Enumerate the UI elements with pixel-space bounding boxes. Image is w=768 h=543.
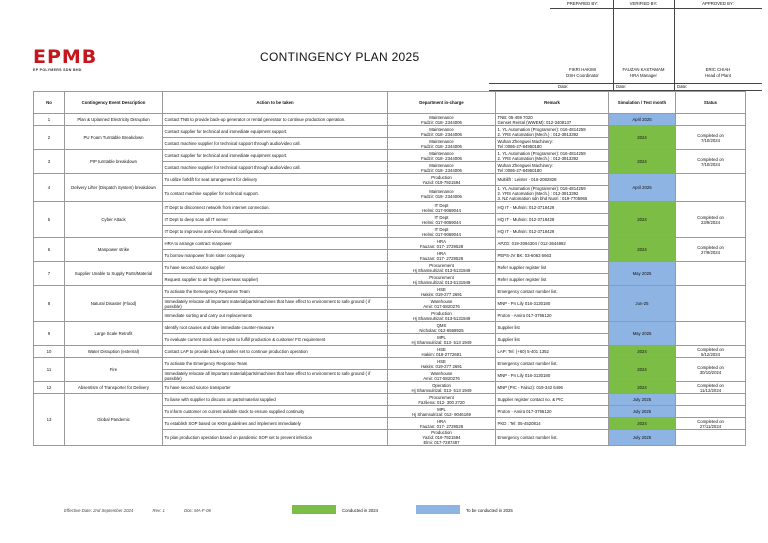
- remark-cell: Proton - Amira 017-3796120: [496, 310, 609, 322]
- prepared-by-name: FIKRI HAKIMI: [569, 67, 596, 72]
- department-cell: Production Yazid: 019-7921594: [388, 174, 496, 186]
- table-row: [34, 346, 746, 358]
- remark-cell: Proton - Amira 017-3796120: [496, 406, 609, 418]
- event-description: Manpower strike: [65, 238, 163, 262]
- test-month-cell: 2024: [609, 418, 676, 430]
- verified-by-label: VERIFIED BY:: [629, 1, 658, 6]
- event-description: Water Disruption (external): [65, 346, 163, 358]
- remark-cell: 1. YL Automation (Programmer): 016-4814259 2. YRS Automation (Mech.) : 012-3913392 3. NZ Automation sdn bhd Nusri : 019-7705965: [496, 186, 609, 202]
- action-cell: To borrow manpower from sister company: [163, 250, 388, 262]
- test-month-cell: May 2025: [609, 322, 676, 346]
- event-description: PU Foam Turntable Breakdown: [65, 126, 163, 150]
- event-description: Supplier Unable to Supply Parts/Material: [65, 262, 163, 286]
- test-month-cell: July 2025: [609, 394, 676, 406]
- prepared-by-label: PREPARED BY:: [566, 1, 599, 6]
- department-cell: Production Hj Shamsulrizal: 013-5131949: [388, 310, 496, 322]
- remark-cell: PKD : Tel: 05-4520814: [496, 418, 609, 430]
- department-cell: MPL Hj Shamsulrizal: 013- 513 1949: [388, 334, 496, 346]
- action-cell: Request supplier to air freight (overseas supplier): [163, 274, 388, 286]
- department-cell: Production Yazid: 019-7921594 Elmi: 017-7287487: [388, 430, 496, 446]
- action-cell: To contact machine supplier for technical support.: [163, 186, 388, 202]
- status-cell: Completed on 7/10/2024: [676, 126, 746, 150]
- legend-conducted-swatch: [292, 505, 336, 514]
- table-row: [34, 202, 746, 214]
- action-cell: To activate the Emergency Response Team: [163, 358, 388, 370]
- header-status: Status: [676, 92, 746, 114]
- action-cell: Contact TNB to provide back-up generator or rental generator to continue production operation.: [163, 114, 388, 126]
- table-row: [34, 174, 746, 186]
- prepared-date-label: Date:: [558, 84, 569, 89]
- event-number: 4: [34, 174, 65, 202]
- event-description: Delivery Lifter (Dispatch System) breakdown: [65, 174, 163, 202]
- event-number: 1: [34, 114, 65, 126]
- department-cell: HRA Fauzan: 017- 2729528: [388, 250, 496, 262]
- remark-cell: Supplier list: [496, 334, 609, 346]
- test-month-cell: 2024: [609, 382, 676, 394]
- revision: Rev: 1: [152, 508, 165, 513]
- action-cell: Contact machine supplier for technical support through audio/video call.: [163, 138, 388, 150]
- event-description: Fire: [65, 358, 163, 382]
- legend-planned-label: To be conducted in 2025: [466, 508, 513, 513]
- event-number: 13: [34, 394, 65, 446]
- status-cell: [676, 406, 746, 418]
- action-cell: IT Dept to improvise anti-virus /firewall configuration: [163, 226, 388, 238]
- action-cell: To activate the Eemergency Response Team: [163, 286, 388, 298]
- event-number: 9: [34, 322, 65, 346]
- department-cell: HSE Hakim: 019-277 2691: [388, 286, 496, 298]
- table-row: [34, 382, 746, 394]
- table-row: [34, 262, 746, 274]
- prepared-by-signatory: [552, 67, 613, 79]
- header-no: No: [34, 92, 65, 114]
- status-cell: [676, 286, 746, 322]
- action-cell: Contact machine supplier for technical support through audio/video call.: [163, 162, 388, 174]
- remark-cell: HQ IT - Muhsin: 012-3718429: [496, 202, 609, 214]
- action-cell: Contact supplier for technical and immediate equipment support.: [163, 150, 388, 162]
- event-description: PIP turntable breakdown: [65, 150, 163, 174]
- test-month-cell: 2024: [609, 358, 676, 382]
- test-month-cell: 2024: [609, 238, 676, 262]
- test-month-cell: July 2025: [609, 406, 676, 418]
- department-cell: Maintenance Fadzir: 018- 2344006: [388, 162, 496, 174]
- remark-cell: PEPS-JV BK: 03-6063 6663: [496, 250, 609, 262]
- test-month-cell: 2024: [609, 346, 676, 358]
- action-cell: To plan production operation based on pandemic SOP set to prevent infection: [163, 430, 388, 446]
- header-department: Department in-charge: [388, 92, 496, 114]
- event-description: Plan & Uplanned Electricity Disruption: [65, 114, 163, 126]
- remark-cell: Supplier list: [496, 322, 609, 334]
- remark-cell: Supplier register contact no. & PIC: [496, 394, 609, 406]
- event-description: Absentism of Transporter for Delivery: [65, 382, 163, 394]
- action-cell: To inform customer on current avilable stock to ensure supplied continuity: [163, 406, 388, 418]
- table-row: [34, 150, 746, 162]
- test-month-cell: Jun-25: [609, 286, 676, 322]
- table-row: [34, 238, 746, 250]
- logo-subtitle: EP POLYMERS SDN BHD: [33, 68, 82, 72]
- status-cell: Completed on 27/9/2024: [676, 238, 746, 262]
- department-cell: IT Dept Helmi: 017-9069044: [388, 214, 496, 226]
- remark-cell: Emergency contact number list.: [496, 358, 609, 370]
- remark-cell: Wuhan Zhengwei Machinery: Tel :0086-27-84950180: [496, 138, 609, 150]
- legend-conducted-label: Conducted in 2024: [342, 508, 379, 513]
- remark-cell: 1. YL Automation (Programmer): 016-4814259 2. YRS Automation (Mech.) : 012-3913392: [496, 150, 609, 162]
- remark-cell: Emergency contact number list.: [496, 286, 609, 298]
- department-cell: Warehouse Amir: 017-5820276: [388, 298, 496, 310]
- remark-cell: LAP: Tel: (+60) 5-401 1352: [496, 346, 609, 358]
- table-row: [34, 286, 746, 298]
- test-month-cell: July 2025: [609, 430, 676, 446]
- header-remark: Remark: [496, 92, 609, 114]
- remark-cell: APZG: 019-3094304 / 012-3644982: [496, 238, 609, 250]
- action-cell: Immediate sorting and carry out replacements: [163, 310, 388, 322]
- department-cell: Maintenance Fadzir: 018- 2344006: [388, 138, 496, 150]
- department-cell: Procurement Hj Shamsulrizal: 013-5131949: [388, 262, 496, 274]
- event-number: 6: [34, 238, 65, 262]
- event-number: 11: [34, 358, 65, 382]
- test-month-cell: 2024: [609, 150, 676, 174]
- test-month-cell: 2024: [609, 202, 676, 238]
- action-cell: Contact supplier for technical and immediate equipment support.: [163, 126, 388, 138]
- company-logo: [33, 48, 105, 72]
- logo-mark: EPMB: [33, 46, 98, 68]
- status-cell: [676, 114, 746, 126]
- action-cell: To evaluate current stock and re-plan to fulfill production & customer FG requirement: [163, 334, 388, 346]
- department-cell: HRA Fauzan: 017- 2729528: [388, 238, 496, 250]
- event-number: 10: [34, 346, 65, 358]
- event-description: Cyber Attack: [65, 202, 163, 238]
- action-cell: Identify root causes and take immediate counter-measure: [163, 322, 388, 334]
- table-row: [34, 394, 746, 406]
- department-cell: HSE Hakim: 019-2772691: [388, 346, 496, 358]
- action-cell: To establish SOP based on KKM guidelines and implement immediately: [163, 418, 388, 430]
- event-number: 3: [34, 150, 65, 174]
- department-cell: Maintenance Fadzir: 018- 2344006: [388, 126, 496, 138]
- table-row: [34, 114, 746, 126]
- remark-cell: 1. YL Automation (Programmer): 016-4814259 2. YRS Automation (Mech.) : 012-3913392: [496, 126, 609, 138]
- test-month-cell: 2024: [609, 126, 676, 150]
- action-cell: IT Dept to deep scan all IT server: [163, 214, 388, 226]
- action-cell: Contact LAP to provide back-up tanker set to continue production operation: [163, 346, 388, 358]
- status-cell: [676, 174, 746, 202]
- department-cell: IT Dept Helmi: 017-9069044: [388, 226, 496, 238]
- remark-cell: MNP (PIC - Fairuz): 019-342 6496: [496, 382, 609, 394]
- header-test-month: Simulation / Test month: [609, 92, 676, 114]
- event-number: 7: [34, 262, 65, 286]
- department-cell: HRA Fauzan: 017- 2729528: [388, 418, 496, 430]
- remark-cell: HQ IT - Muhsin: 012-3718429: [496, 214, 609, 226]
- event-description: Natural Disaster (Flood): [65, 286, 163, 322]
- remark-cell: Wuhan Zhengwei Machinery: Tel :0086-27-84950180: [496, 162, 609, 174]
- remark-cell: MNP - Pn Lily 016-3130180: [496, 298, 609, 310]
- remark-cell: MNP - Pn Lily 016-3130180: [496, 370, 609, 382]
- status-cell: Completed on 11/12/2024: [676, 382, 746, 394]
- action-cell: To have second source supplier: [163, 262, 388, 274]
- status-cell: Completed on 5/12/2024: [676, 346, 746, 358]
- department-cell: MPL Hj Shamsulrizal: 012- 9046169: [388, 406, 496, 418]
- status-cell: Completed on 7/10/2024: [676, 150, 746, 174]
- header-action: Action to be taken: [163, 92, 388, 114]
- department-cell: HSE Hakim: 019-277 2691: [388, 358, 496, 370]
- department-cell: Procurement Fazliena: 012- 300 2720: [388, 394, 496, 406]
- event-number: 8: [34, 286, 65, 322]
- department-cell: QMS Nicholas: 012-6568925: [388, 322, 496, 334]
- contingency-table: [33, 91, 746, 446]
- table-row: [34, 126, 746, 138]
- department-cell: Maintenance Fadzir: 018- 2344006: [388, 114, 496, 126]
- department-cell: Maintenance Fadzir: 018- 2344006: [388, 150, 496, 162]
- department-cell: Warehouse Amir: 017-5820276: [388, 370, 496, 382]
- legend-planned-swatch: [416, 505, 460, 514]
- action-cell: HRA to arrange contract manpower: [163, 238, 388, 250]
- department-cell: Maintenance Fadzir: 018- 2344006: [388, 186, 496, 202]
- table-row: [34, 322, 746, 334]
- action-cell: IT Dept to disconnect network from internet connection.: [163, 202, 388, 214]
- action-cell: Immediately relocate all important material/parts/machines that have effect to environment to safe ground ( if possible): [163, 370, 388, 382]
- action-cell: To liaise with supplier to discuss on parts/material supplied: [163, 394, 388, 406]
- department-cell: Operation Hj Shamsulrizal: 013- 513 1949: [388, 382, 496, 394]
- verified-by-name: FAUZAN KASTAMAM: [622, 67, 665, 72]
- department-cell: Procurement Hj Shamsulrizal: 013-5131949: [388, 274, 496, 286]
- approved-by-label: APPROVED BY:: [702, 1, 734, 6]
- remark-cell: Refer supplier register list: [496, 262, 609, 274]
- document-title: CONTINGENCY PLAN 2025: [260, 50, 420, 64]
- verified-date-label: Date:: [616, 84, 627, 89]
- status-cell: [676, 262, 746, 286]
- event-number: 12: [34, 382, 65, 394]
- status-cell: Completed on 23/9/2024: [676, 202, 746, 238]
- remark-cell: TNB: 05-459 7020 Genset Rental (WWEM): 012-3408137: [496, 114, 609, 126]
- remark-cell: HQ IT - Muhsin: 012-3718429: [496, 226, 609, 238]
- remark-cell: Refer supplier register list: [496, 274, 609, 286]
- status-cell: Completed on 30/10/2024: [676, 358, 746, 382]
- test-month-cell: April 2025: [609, 174, 676, 202]
- action-cell: To utilize forklift for seat arrangement for delivery: [163, 174, 388, 186]
- table-header-row: [34, 92, 746, 114]
- table-row: [34, 358, 746, 370]
- effective-date: Effective Date: 2nd September 2024: [64, 508, 134, 513]
- action-cell: Immediately relocate all important material/parts/machines that have effect to environment to safe ground ( if possible): [163, 298, 388, 310]
- status-cell: [676, 430, 746, 446]
- approved-by-role: Head of Plant: [704, 73, 732, 78]
- event-description: Global Pandemic: [65, 394, 163, 446]
- approved-date-label: Date:: [677, 84, 688, 89]
- status-cell: Completed on 27/11/2024: [676, 418, 746, 430]
- event-description: Large Scale Retrofit: [65, 322, 163, 346]
- test-month-cell: May 2025: [609, 262, 676, 286]
- remark-cell: Emergency contact number list.: [496, 430, 609, 446]
- action-cell: To have second source transporter: [163, 382, 388, 394]
- department-cell: IT Dept Helmi: 017-9069044: [388, 202, 496, 214]
- event-number: 2: [34, 126, 65, 150]
- verified-by-signatory: [613, 67, 674, 79]
- footer: [64, 508, 229, 513]
- approved-by-name: ERIC CHIAH: [705, 67, 731, 72]
- remark-cell: Multilift : Leister - 016-2082828: [496, 174, 609, 186]
- prepared-by-role: DSH Coordinator: [566, 73, 599, 78]
- event-number: 5: [34, 202, 65, 238]
- status-cell: [676, 322, 746, 346]
- status-cell: [676, 394, 746, 406]
- verified-by-role: HRA Manager: [630, 73, 657, 78]
- test-month-cell: April 2025: [609, 114, 676, 126]
- doc-number: Doc: MA-F-06: [184, 508, 211, 513]
- header-event: Contingency Event Description: [65, 92, 163, 114]
- approved-by-signatory: [674, 67, 762, 79]
